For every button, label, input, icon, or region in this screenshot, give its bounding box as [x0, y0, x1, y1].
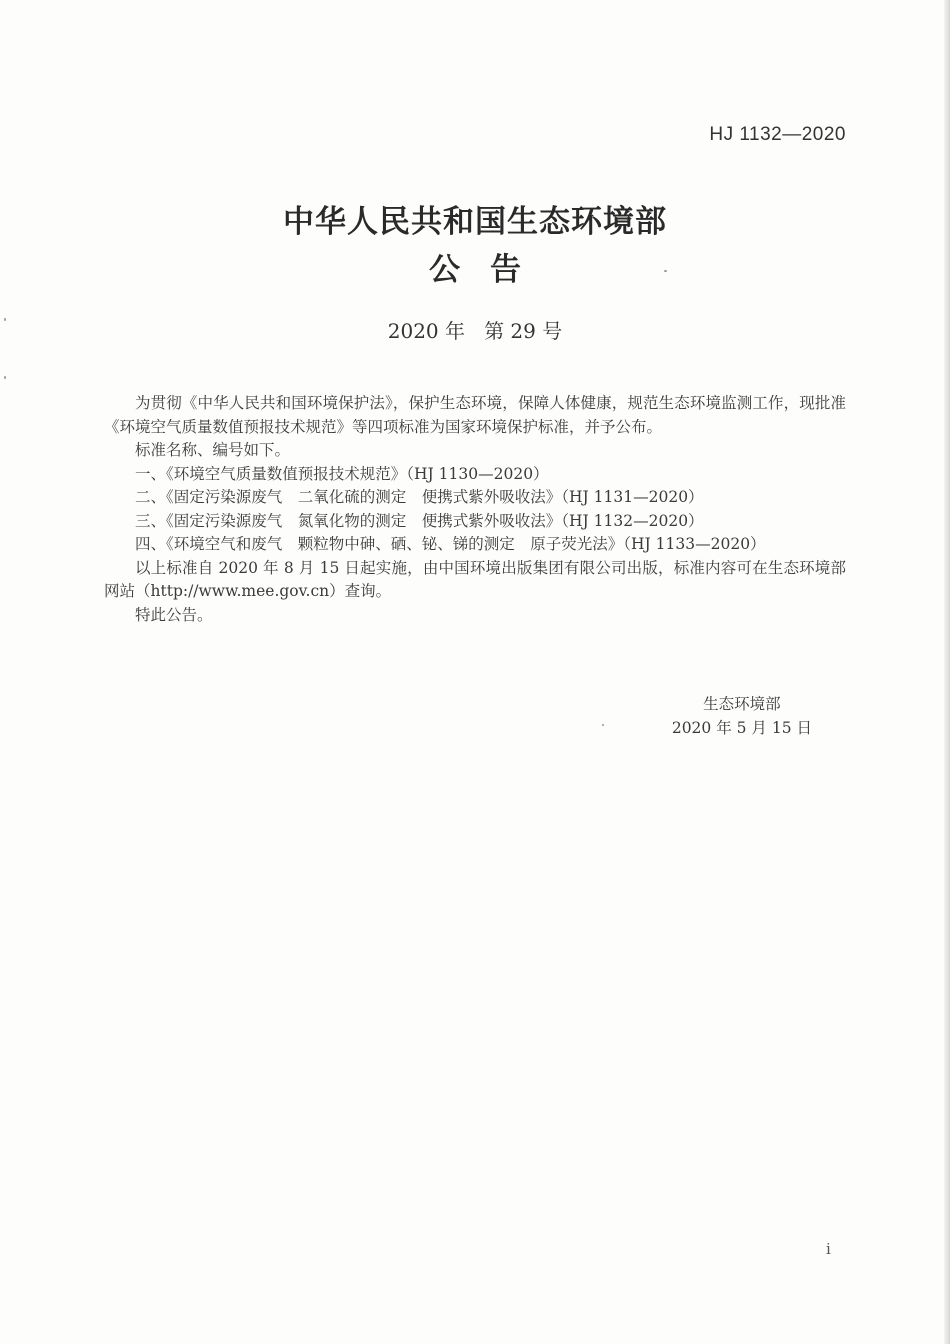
notice-body: [104, 392, 846, 627]
intro-paragraph: 为贯彻《中华人民共和国环境保护法》，保护生态环境，保障人体健康，规范生态环境监测工作，现批准《环境空气质量数值预报技术规范》等四项标准为国家环境保护标准，并予公布。: [104, 394, 846, 436]
page-number: i: [826, 1240, 831, 1258]
issue-number: 2020 年 第 29 号: [387, 319, 563, 343]
scan-speck: [602, 724, 604, 726]
notice-title: 公告: [429, 252, 551, 288]
scan-speck: [664, 270, 667, 272]
signature-block: [672, 692, 812, 740]
closing-line: 特此公告。: [135, 605, 213, 624]
standard-item-1: 一、《环境空气质量数值预报技术规范》（HJ 1130—2020）: [135, 464, 549, 483]
standard-code: HJ 1132—2020: [709, 124, 846, 145]
standard-item-2: 二、《固定污染源废气 二氧化硫的测定 便携式紫外吸收法》（HJ 1131—2020）: [135, 488, 704, 506]
issuer-name: 生态环境部: [703, 695, 781, 713]
organization-title: 中华人民共和国生态环境部: [283, 204, 667, 240]
scan-speck: [4, 318, 6, 321]
scan-speck: [4, 376, 6, 379]
implementation-paragraph: 以上标准自 2020 年 8 月 15 日起实施，由中国环境出版集团有限公司出版，标准内容可在生态环境部网站（http://www.mee.gov.cn）查询。: [104, 558, 846, 600]
standard-item-3: 三、《固定污染源废气 氮氧化物的测定 便携式紫外吸收法》（HJ 1132—2020）: [135, 511, 704, 530]
standard-item-4: 四、《环境空气和废气 颗粒物中砷、硒、铋、锑的测定 原子荧光法》（HJ 1133—2020）: [135, 535, 766, 553]
list-heading: 标准名称、编号如下。: [135, 441, 291, 459]
issue-date: 2020 年 5 月 15 日: [671, 719, 812, 737]
